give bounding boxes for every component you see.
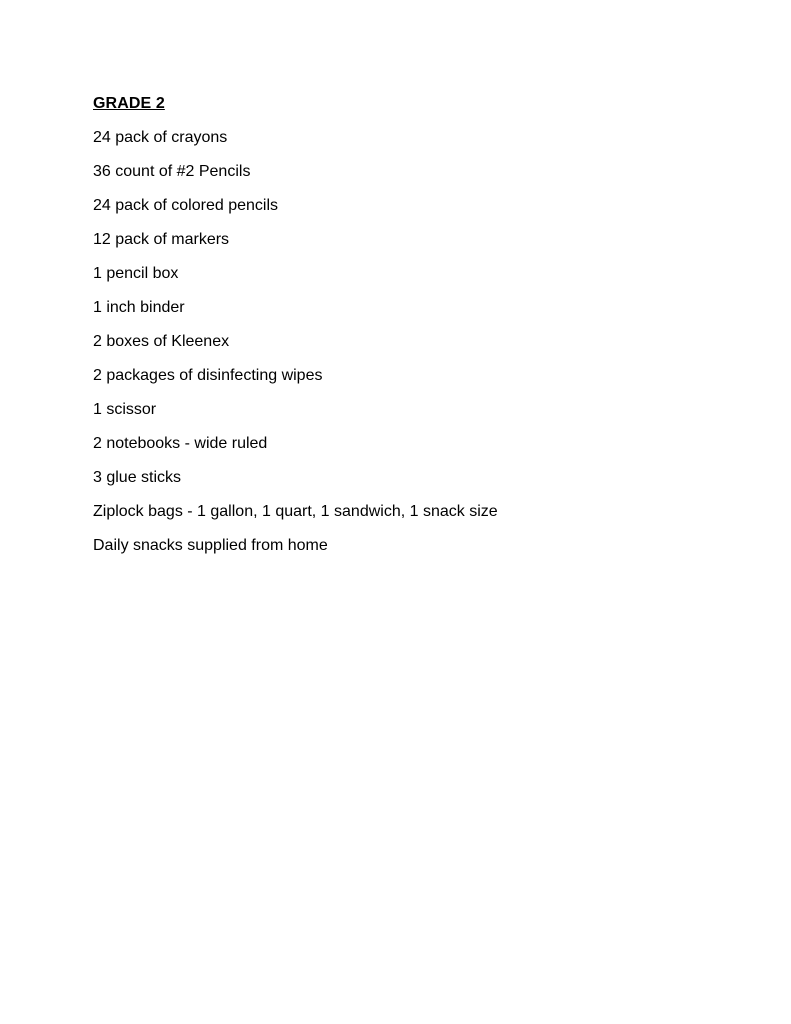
list-item: Ziplock bags - 1 gallon, 1 quart, 1 sandwich, 1 snack size	[93, 503, 498, 520]
list-item: 3 glue sticks	[93, 469, 182, 486]
list-item: 1 inch binder	[93, 299, 185, 316]
list-item: 2 packages of disinfecting wipes	[93, 367, 323, 384]
list-item: 12 pack of markers	[93, 231, 230, 248]
list-item: 1 pencil box	[93, 265, 179, 282]
list-item: 24 pack of crayons	[93, 129, 228, 146]
list-item: 2 boxes of Kleenex	[93, 333, 230, 350]
supply-list	[93, 126, 733, 558]
list-item: Daily snacks supplied from home	[93, 537, 328, 554]
document-content	[93, 92, 733, 568]
list-item: 1 scissor	[93, 401, 157, 418]
list-item: 2 notebooks - wide ruled	[93, 435, 268, 452]
page-title: GRADE 2	[93, 95, 165, 112]
list-item: 36 count of #2 Pencils	[93, 163, 251, 180]
list-item: 24 pack of colored pencils	[93, 197, 278, 214]
